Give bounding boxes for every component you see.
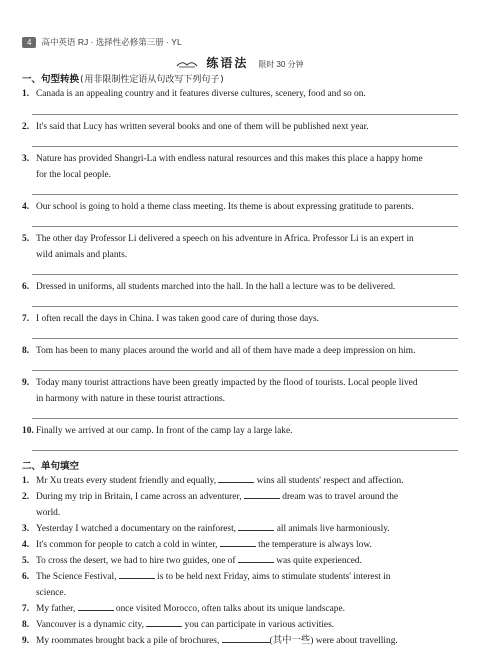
s1-item-8: 8. Tom has been to many places around the world and all of them have made a deep impression on him. — [22, 346, 416, 356]
page-header — [22, 36, 182, 48]
s2-item-2: 2. During my trip in Britain, I came across an adventurer, dream was to travel around the world. — [22, 489, 458, 521]
fill-blank[interactable] — [220, 537, 256, 547]
answer-line[interactable] — [32, 306, 458, 307]
s2-item-7: 7. My father, once visited Morocco, often talks about its unique landscape. — [22, 601, 458, 617]
s1-item-3: 3. Nature has provided Shangri-La with endless natural resources and this makes this place a happy home for the local people. — [22, 154, 423, 180]
fill-blank[interactable] — [238, 553, 274, 563]
s1-item-1: 1. Canada is an appealing country and it features diverse cultures, scenery, food and so on. — [22, 89, 366, 99]
section1-heading: 一、句型转换(用非限制性定语从句改写下列句子) — [22, 74, 225, 85]
answer-line[interactable] — [32, 226, 458, 227]
s1-item-5: 5. The other day Professor Li delivered a speech on his adventure in Africa. Professor Li is an expert in wild animals and plants. — [22, 234, 414, 260]
s2-item-9: 9. My roommates brought back a pile of brochures, (其中一些) were about travelling. — [22, 633, 458, 649]
answer-line[interactable] — [32, 114, 458, 115]
s1-item-2: 2. It's said that Lucy has written several books and one of them will be published next year. — [22, 122, 369, 132]
s2-item-1: 1. Mr Xu treats every student friendly and equally, wins all students' respect and affection. — [22, 473, 458, 489]
fill-blank[interactable] — [218, 473, 254, 483]
fill-blank[interactable] — [238, 521, 274, 531]
fill-blank[interactable] — [146, 617, 182, 627]
s2-item-8: 8. Vancouver is a dynamic city, you can participate in various activities. — [22, 617, 458, 633]
answer-line[interactable] — [32, 418, 458, 419]
hint: (其中一些) — [269, 636, 314, 646]
s1-item-10: 10. Finally we arrived at our camp. In front of the camp lay a large lake. — [22, 426, 293, 436]
book-icon — [176, 58, 198, 68]
answer-line[interactable] — [32, 194, 458, 195]
fill-blank[interactable] — [244, 489, 280, 499]
section2-heading: 二、单句填空 — [22, 461, 80, 472]
answer-line[interactable] — [32, 338, 458, 339]
s2-item-5: 5. To cross the desert, we had to hire two guides, one of was quite experienced. — [22, 553, 458, 569]
answer-line[interactable] — [32, 370, 458, 371]
exercise-title: 练语法 — [206, 56, 249, 70]
answer-line[interactable] — [32, 450, 458, 451]
page-number: 4 — [22, 37, 36, 48]
s1-item-6: 6. Dressed in uniforms, all students marched into the hall. In the hall a lecture was to be delivered. — [22, 282, 396, 292]
time-limit: 限时 30 分钟 — [258, 60, 304, 69]
s1-item-4: 4. Our school is going to hold a theme class meeting. Its theme is about expressing gratitude to parents. — [22, 202, 414, 212]
s1-item-9: 9. Today many tourist attractions have been greatly impacted by the flood of tourists. Local people lived in harmony with nature in these tourist attractions. — [22, 378, 418, 404]
fill-blank[interactable] — [78, 601, 114, 611]
s2-item-6: 6. The Science Festival, is to be held next Friday, aims to stimulate students' interest in science. — [22, 569, 458, 601]
exercise-title-bar — [0, 54, 480, 72]
s2-item-3: 3. Yesterday I watched a documentary on the rainforest, all animals live harmoniously. — [22, 521, 458, 537]
s1-item-7: 7. I often recall the days in China. I was taken good care of during those days. — [22, 314, 319, 324]
header-text: 高中英语 RJ · 选择性必修第三册 · YL — [41, 37, 182, 47]
s2-item-4: 4. It's common for people to catch a cold in winter, the temperature is always low. — [22, 537, 458, 553]
fill-blank[interactable] — [119, 569, 155, 579]
fill-blank[interactable] — [222, 633, 270, 643]
answer-line[interactable] — [32, 146, 458, 147]
answer-line[interactable] — [32, 274, 458, 275]
